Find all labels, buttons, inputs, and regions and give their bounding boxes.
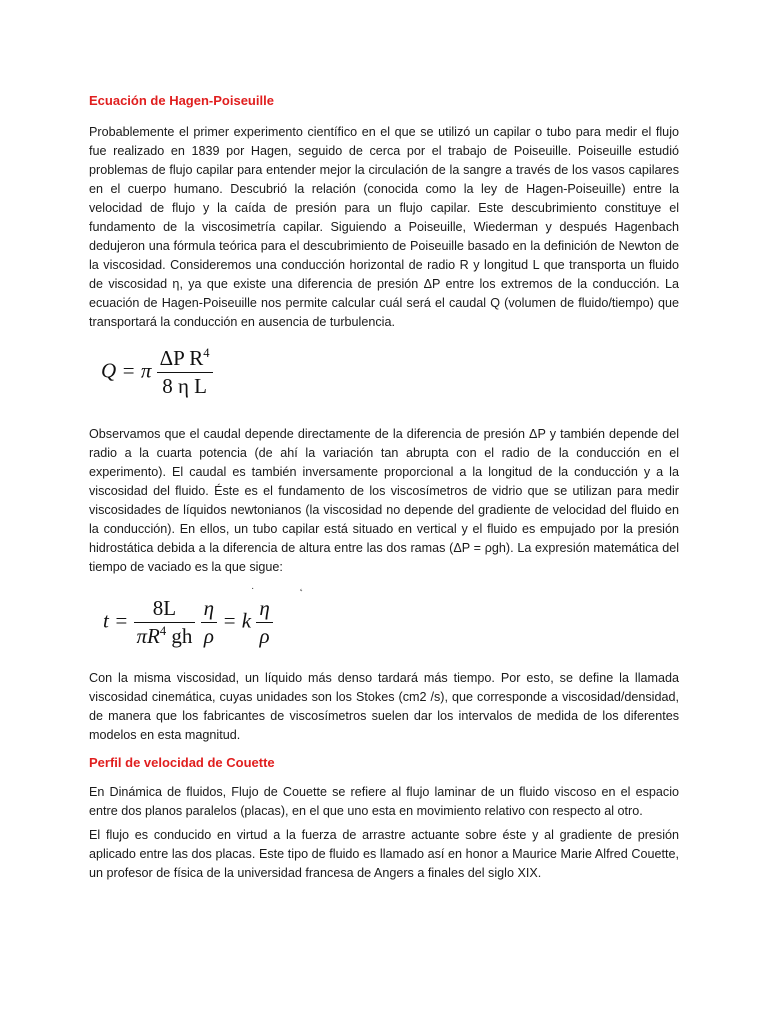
formula2-equals-k: = k xyxy=(222,608,252,633)
section-title-couette: Perfil de velocidad de Couette xyxy=(89,755,275,770)
formula1-fraction xyxy=(157,346,213,399)
drain-time-formula xyxy=(103,596,273,649)
hagen-poiseuille-formula xyxy=(101,346,213,399)
stray-mark-2: ˛ xyxy=(300,581,304,592)
formula1-denominator: 8 η L xyxy=(162,374,207,398)
formula2-f2-denominator: ρ xyxy=(203,624,214,648)
formula2-fraction-3 xyxy=(256,596,272,649)
hagen-paragraph-3: Con la misma viscosidad, un líquido más denso tardará más tiempo. Por esto, se define la llamada viscosidad cinemática, cuyas unidades son los Stokes (cm2 /s), que corresponde a viscosidad/densidad, de manera que los fabricantes de viscosímetros suelen dar los intervalos de medida de los diferentes modelos en esta magnitud. xyxy=(89,671,679,742)
formula2-f3-numerator: η xyxy=(256,596,272,623)
formula2-f2-numerator: η xyxy=(201,596,217,623)
formula2-f1-den-a: πR xyxy=(136,624,160,648)
formula2-f1-den-exp: 4 xyxy=(159,624,167,638)
couette-paragraph-1: En Dinámica de fluidos, Flujo de Couette se refiere al flujo laminar de un fluido viscoso en el espacio entre dos planos paralelos (placas), en el que uno esta en movimiento relativo con respecto al otro. xyxy=(89,785,679,818)
formula1-lhs: Q = π xyxy=(101,358,152,383)
formula2-fraction-2 xyxy=(201,596,217,649)
formula2-fraction-1 xyxy=(134,596,196,649)
formula2-f1-den-b: gh xyxy=(166,624,193,648)
hagen-paragraph-2: Observamos que el caudal depende directamente de la diferencia de presión ΔP y también depende del radio a la cuarta potencia (de ahí la variación tan abrupta con el radio de la conducción en el experimento). El caudal es también inversamente proporcional a la longitud de la conducción y a la viscosidad del fluido. Éste es el fundamento de los viscosímetros de vidrio que se utilizan para medir viscosidades de líquidos newtonianos (la viscosidad no depende del gradiente de velocidad del fluido en la conducción). En ellos, un tubo capilar está situado en vertical y el fluido es empujado por la presión hidrostática debida a la diferencia de altura entre las dos ramas (ΔP = ρgh). La expresión matemática del tiempo de vaciado es la que sigue: xyxy=(89,427,679,574)
formula2-f3-denominator: ρ xyxy=(259,624,270,648)
formula2-lhs: t = xyxy=(103,608,129,633)
formula2-f1-numerator: 8L xyxy=(134,596,196,623)
section-title-hagen-poiseuille: Ecuación de Hagen-Poiseuille xyxy=(89,93,274,108)
stray-mark-1: · xyxy=(251,583,255,594)
hagen-paragraph-1: Probablemente el primer experimento científico en el que se utilizó un capilar o tubo para medir el flujo fue realizado en 1839 por Hagen, seguido de cerca por el trabajo de Poiseuille. Poiseuille estudió problemas de flujo capilar para entender mejor la circulación de la sangre a través de los vasos capilares en el cuerpo humano. Descubrió la relación (conocida como la ley de Hagen-Poiseuille) entre la velocidad de flujo y la caída de presión para un flujo capilar. Este descubrimiento constituye el fundamento de la viscosimetría capilar. Siguiendo a Poiseuille, Wiederman y después Hagenbach dedujeron una fórmula teórica para el descubrimiento de Poiseuille basado en la definición de Newton de la viscosidad. Consideremos una conducción horizontal de radio R y longitud L que transporta un fluido de viscosidad η, ya que existe una diferencia de presión ΔP entre los extremos de la conducción. La ecuación de Hagen-Poiseuille nos permite calcular cuál será el caudal Q (volumen de fluido/tiempo) que transportará la conducción en ausencia de turbulencia. xyxy=(89,125,679,329)
couette-paragraph-2: El flujo es conducido en virtud a la fuerza de arrastre actuante sobre éste y al gradiente de presión aplicado entre las dos placas. Este tipo de fluido es llamado así en honor a Maurice Marie Alfred Couette, un profesor de física de la universidad francesa de Angers a finales del siglo XIX. xyxy=(89,828,679,880)
formula1-numerator: ΔP R xyxy=(159,346,204,370)
formula1-numerator-exp: 4 xyxy=(203,346,210,360)
